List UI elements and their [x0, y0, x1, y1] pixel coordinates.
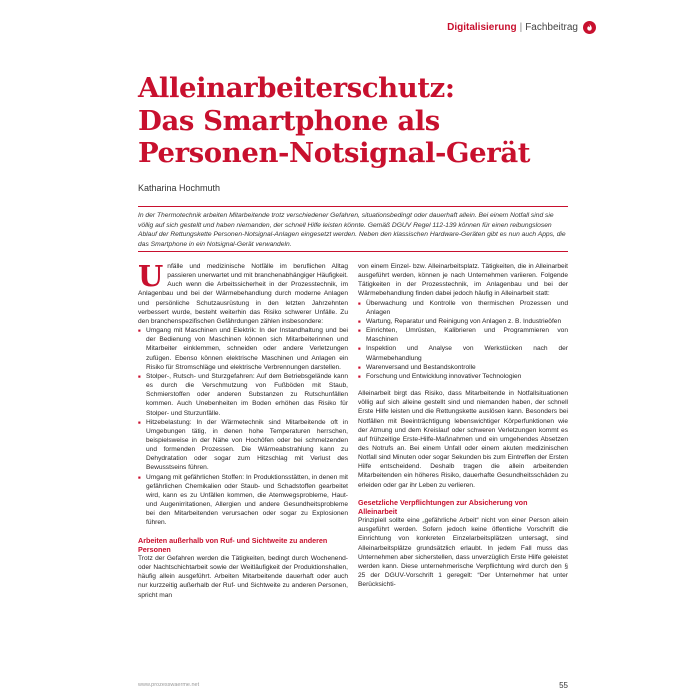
- section-heading: Arbeiten außerhalb von Ruf- und Sichtweite zu anderen Personen: [138, 535, 328, 554]
- flame-icon: [583, 21, 596, 34]
- list-item: ■ Umgang mit gefährlichen Stoffen: In Produktionsstätten, in denen mit gefährlichen Chemikalien oder Staub- und Schadstoffen gearbeitet wird, kann es zu Unfällen kommen, die Atemwegsprobleme, Haut- und Augenirritationen, Allergien und andere Gesundheitsprobleme bei den Mitarbeitenden verursachen oder sogar zu Explosionen führen.: [138, 473, 348, 528]
- title-line: Alleinarbeiterschutz:: [138, 72, 455, 104]
- header-separator: |: [519, 22, 523, 33]
- footer-url: www.prozesswaerme.net: [138, 682, 200, 688]
- lead-divider-bottom: [138, 251, 568, 252]
- hazard-list: [138, 326, 348, 527]
- list-item: ■ Hitzebelastung: In der Wärmetechnik sind Mitarbeitende oft in Umgebungen tätig, in denen hohe Temperaturen herrschen, beispielsweise in der Nähe von Hochöfen oder bei schmelzenden und formenden Prozessen. Die Wärmeabstrahlung kann zu Dehydratation oder sogar zum Hitzschlag mit Verlust des Bewusstseins führen.: [138, 418, 348, 473]
- body-paragraph: Trotz der Gefahren werden die Tätigkeiten, bedingt durch Wochenend- oder Nachtschichtarbeit sowie der Weitläufigkeit der Produktionshallen, häufig allein ausgeführt. Arbeiten Mitarbeitende dauerhaft oder auch nur kurzzeitig außerhalb der Ruf- und Sichtweite zu anderen Personen, spricht man: [138, 554, 348, 599]
- title-line: Das Smartphone als: [138, 104, 440, 137]
- article-title: [138, 72, 578, 170]
- task-list: [358, 299, 568, 381]
- list-item: ■ Inspektion und Analyse von Werkstücken nach der Wärmebehandlung: [358, 344, 568, 362]
- section-heading: Gesetzliche Verpflichtungen zur Absicherung von Alleinarbeit: [358, 497, 528, 516]
- list-item: ■ Stolper-, Rutsch- und Sturzgefahren: Auf dem Betriebsgelände kann es durch die Verschmutzung von Fußböden mit Staub, Schmierstoffen oder anderen Substanzen zu Rutschunfällen kommen. Auch Unebenheiten im Boden erhöhen das Risiko für Stolper- und Sturzunfälle.: [138, 372, 348, 418]
- section-label: Digitalisierung: [447, 22, 517, 33]
- list-item: ■ Warenversand und Bestandskontrolle: [358, 363, 568, 372]
- drop-cap: U: [138, 259, 164, 293]
- article-type-label: Fachbeitrag: [525, 22, 578, 33]
- page-number: 55: [559, 681, 568, 690]
- page-header: [447, 22, 578, 33]
- author-byline: Katharina Hochmuth: [138, 183, 221, 193]
- body-paragraph: Prinzipiell sollte eine „gefährliche Arbeit“ nicht von einer Person allein ausgeführt werden. Sofern jedoch keine öffentliche Vorschrift die Einrichtung von konkreten Einzelarbeitsplätzen untersagt, sind Alleinarbeitsplätze grundsätzlich erlaubt. In jedem Fall muss das Unternehmen aber sicherstellen, dass unverzüglich Erste Hilfe geleistet werden kann. Diese unternehmerische Verpflichtung wird durch den § 25 der DGUV-Vorschrift 1 geregelt: “Der Unternehmer hat unter Berücksichti-: [358, 517, 568, 589]
- intro-text: nfälle und medizinische Notfälle im beruflichen Alltag passieren unerwartet und mit branchenabhängiger Häufigkeit. Auch wenn die Arbeitssicherheit in der Prozesstechnik, im Anlagenbau und bei der Wärmebehandlung durch moderne Anlagen und persönliche Schutzausrüstung in den letzten Jahrzehnten verbessert wurde, besteht weiterhin das Risiko schwerer Unfälle. Zu den branchenspezifischen Gefährdungen zählen insbesondere:: [138, 263, 348, 325]
- list-item: ■ Überwachung und Kontrolle von thermischen Prozessen und Anlagen: [358, 299, 568, 317]
- lead-divider-top: [138, 206, 568, 207]
- intro-paragraph: [138, 259, 348, 326]
- body-paragraph: Alleinarbeit birgt das Risiko, dass Mitarbeitende in Notfallsituationen völlig auf sich alleine gestellt sind und niemanden haben, der schnell Erste Hilfe leisten und die Rettungskette auslösen kann. Besonders bei Notfällen mit Beeinträchtigung lebenswichtiger Körperfunktionen wie der Atmung und dem Kreislauf oder schweren Verletzungen kommt es auf frühzeitige Erste-Hilfe-Maßnahmen und ein umgehendes Absetzen des Notrufs an. Bei einem Unfall oder einem akuten medizinischen Notfall sind Minuten oder sogar Sekunden bis zum Eintreffen der Ersten Hilfe entscheidend. Deshalb tragen die allein arbeitenden Mitarbeitenden ein höheres Risiko, dauerhafte Gesundheitsschäden zu erleiden oder gar ihr Leben zu verlieren.: [358, 390, 568, 489]
- left-column: [138, 259, 348, 600]
- body-paragraph: von einem Einzel- bzw. Alleinarbeitsplatz. Tätigkeiten, die in Alleinarbeit ausgeführt werden, können je nach Unternehmen variieren. Folgende Tätigkeiten in der Prozesstechnik, im Anlagenbau und bei der Wärmebehandlung finden dabei jedoch häufig in Alleinarbeit statt:: [358, 263, 568, 298]
- lead-paragraph: In der Thermotechnik arbeiten Mitarbeitende trotz verschiedener Gefahren, situationsbedingt oder dauerhaft allein. Bei einem Notfall sind sie völlig auf sich gestellt und haben niemanden, der schnell Hilfe leisten könnte. Gemäß DGUV Regel 112-139 können für einen reibungslosen Ablauf der Rettungskette Personen-Notsignal-Anlagen eingesetzt werden. Neben den klassischen Hardware-Geräten gibt es nun auch Apps, die das Smartphone in ein Notsignal-Gerät verwandeln.: [138, 212, 566, 248]
- list-item: ■ Einrichten, Umrüsten, Kalibrieren und Programmieren von Maschinen: [358, 326, 568, 344]
- list-item: ■ Umgang mit Maschinen und Elektrik: In der Instandhaltung und bei der Bedienung von Maschinen können sich Mitarbeiterinnen und Mitarbeiter einklemmen, schneiden oder andere Verletzungen zufügen. Ebenso können elektrische Maschinen und Anlagen ein Risiko für Stromschläge und elektrische Verbrennungen darstellen.: [138, 326, 348, 372]
- right-column: [358, 262, 568, 589]
- title-line: Personen-Notsignal-Gerät: [138, 137, 531, 169]
- list-item: ■ Forschung und Entwicklung innovativer Technologien: [358, 372, 568, 381]
- list-item: ■ Wartung, Reparatur und Reinigung von Anlagen z. B. Industrieöfen: [358, 317, 568, 326]
